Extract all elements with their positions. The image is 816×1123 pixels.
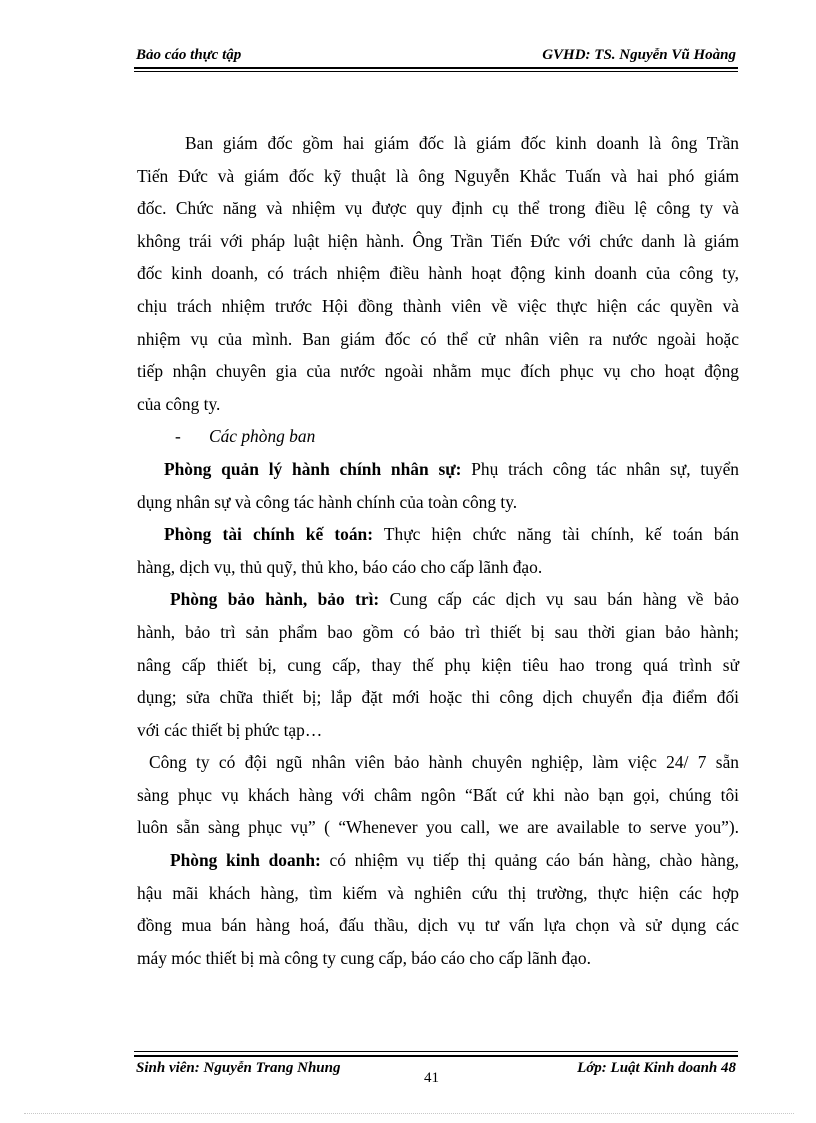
list-item-departments [137,420,739,453]
text-line: dụng; sửa chữa thiết bị; lắp đặt mới hoặc thi công dịch chuyển địa điểm đối [137,687,739,708]
page-body [137,127,739,974]
text-line: đốc. Chức năng và nhiệm vụ được quy định cụ thể trong điều lệ công ty và [137,198,739,219]
footer-divider-thin [134,1051,738,1052]
page-bottom-border [24,1113,794,1114]
text-line: không trái với pháp luật hiện hành. Ông Trần Tiến Đức với chức danh là giám [137,230,739,251]
department-name: Phòng quản lý hành chính nhân sự: [164,458,462,479]
paragraph-board-of-directors [137,127,739,420]
text-line: tiếp nhận chuyên gia của nước ngoài nhằm mục đích phục vụ cho hoạt động [137,361,739,382]
text-line: đồng mua bán hàng hoá, đấu thầu, dịch vụ tư vấn lựa chọn và sử dụng các [137,915,739,936]
text-line: Công ty có đội ngũ nhân viên bảo hành chuyên nghiệp, làm việc 24/ 7 sẵn [149,752,739,773]
list-dash: - [175,426,181,447]
header-divider [134,67,738,69]
text-line: Tiến Đức và giám đốc kỹ thuật là ông Nguyễn Khắc Tuấn và hai phó giám [137,165,739,186]
department-name: Phòng bảo hành, bảo trì: [170,589,380,610]
department-name: Phòng kinh doanh: [170,850,321,871]
page-header [134,46,738,68]
header-supervisor: GVHD: TS. Nguyễn Vũ Hoàng [542,47,736,63]
text-line: của công ty. [137,393,221,414]
text-line: hậu mãi khách hàng, tìm kiếm và nghiên cứu thị trường, thực hiện các hợp [137,882,739,903]
text-line: sàng phục vụ khách hàng với châm ngôn “Bất cứ khi nào bạn gọi, chúng tôi [137,784,739,805]
list-item-label: Các phòng ban [209,426,316,447]
paragraph-warranty-team [137,746,739,844]
paragraph-hr-department [137,453,739,518]
text-line: nhiệm vụ của mình. Ban giám đốc có thể cử nhân viên ra nước ngoài hoặc [137,328,739,349]
text-line: máy móc thiết bị mà công ty cung cấp, báo cáo cho cấp lãnh đạo. [137,947,591,968]
text-line: luôn sẵn sàng phục vụ” ( “Whenever you call, we are available to serve you”). [137,817,739,838]
text-line: Phòng tài chính kế toán: Thực hiện chức năng tài chính, kế toán bán [164,524,739,545]
text-line: Phòng kinh doanh: có nhiệm vụ tiếp thị quảng cáo bán hàng, chào hàng, [170,850,739,871]
text-line: Phòng quản lý hành chính nhân sự: Phụ trách công tác nhân sự, tuyển [164,458,740,479]
text-line: hành, bảo trì sản phẩm bao gồm có bảo trì thiết bị sau thời gian bảo hành; [137,621,739,642]
footer-divider [134,1055,738,1057]
text-line: đốc kinh doanh, có trách nhiệm điều hành hoạt động kinh doanh của công ty, [137,263,739,284]
text-line: hàng, dịch vụ, thủ quỹ, thủ kho, báo cáo cho cấp lãnh đạo. [137,556,543,577]
department-name: Phòng tài chính kế toán: [164,524,374,545]
text-line: Phòng bảo hành, bảo trì: Cung cấp các dịch vụ sau bán hàng về bảo [170,589,739,610]
paragraph-finance-department [137,518,739,583]
text-line: chịu trách nhiệm trước Hội đồng thành viên về việc thực hiện các quyền và [137,295,739,316]
footer-student-name: Sinh viên: Nguyễn Trang Nhung [136,1060,341,1076]
page-number: 41 [424,1070,439,1086]
text-line: Ban giám đốc gồm hai giám đốc là giám đốc kinh doanh là ông Trần [185,133,739,153]
paragraph-sales-department [137,844,739,974]
text-line: với các thiết bị phức tạp… [137,719,323,740]
footer-class-name: Lớp: Luật Kinh doanh 48 [577,1060,736,1076]
header-report-title: Bảo cáo thực tập [136,47,242,63]
paragraph-warranty-department [137,583,739,746]
header-divider-thin [134,71,738,72]
text-line: dụng nhân sự và công tác hành chính của toàn công ty. [137,491,518,512]
text-line: nâng cấp thiết bị, cung cấp, thay thế phụ kiện tiêu hao trong quá trình sử [137,654,739,675]
